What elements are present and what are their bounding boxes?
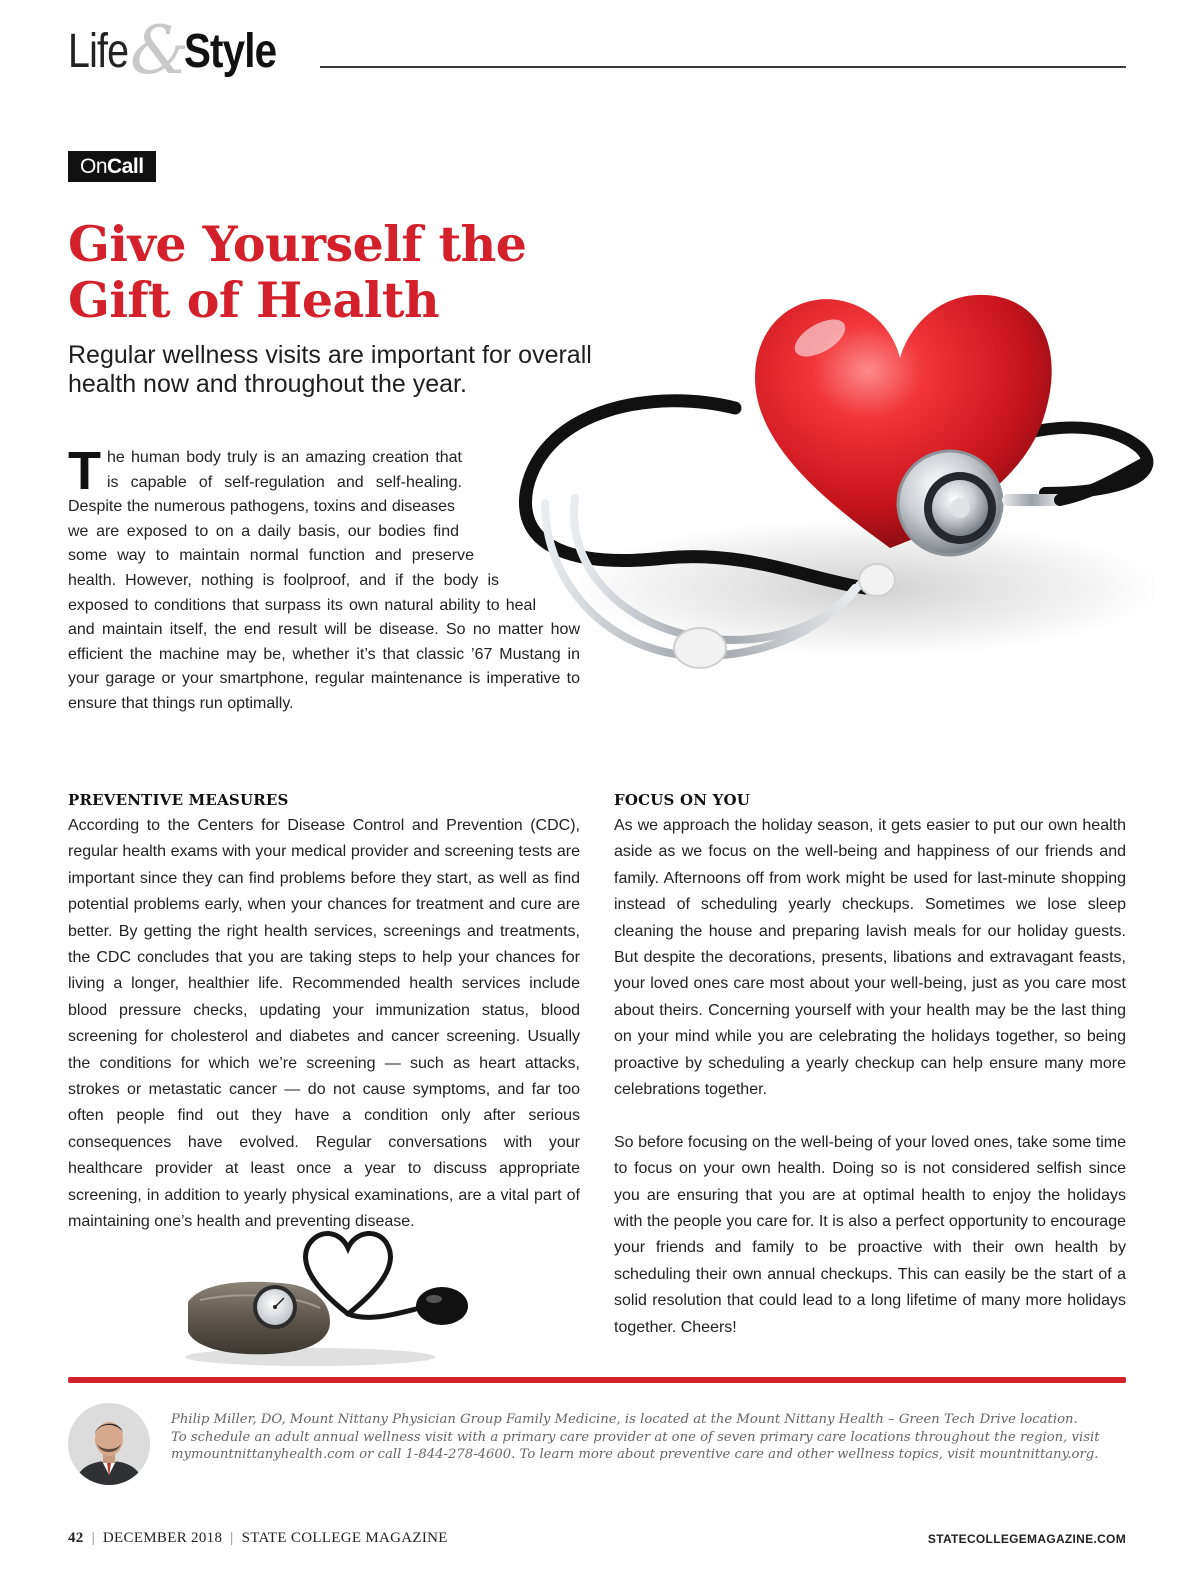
bio-line-2: To schedule an adult annual wellness visit with a primary care provider at one of seven primary care locations throughout the region, visit [171,1429,1100,1445]
magazine-url[interactable]: STATECOLLEGEMAGAZINE.COM [927,1532,1126,1546]
intro-line: he human body truly is an amazing creation that [107,449,462,466]
intro-line: some way to maintain normal function and preserve [68,547,474,565]
magazine-name: STATE COLLEGE MAGAZINE [241,1530,448,1546]
section-logo [68,12,308,89]
intro-line: health. However, nothing is foolproof, and if the body is [68,571,499,589]
bio-line-3: mymountnittanyhealth.com or call 1-844-278-4600. To learn more about preventive care and other wellness topics, visit mountnittany.org. [171,1447,1099,1462]
author-avatar [68,1403,150,1485]
deck-line-1: Regular wellness visits are important for overall [68,341,592,369]
deck-line-2: health now and throughout the year. [68,370,467,398]
department-tag [68,151,156,182]
footer-separator: | [230,1530,234,1546]
intro-line: exposed to conditions that surpass its own natural ability to heal [68,596,536,614]
intro-line: your garage or your smartphone, regular maintenance is imperative to [68,670,580,688]
header-rule [320,66,1126,68]
tag-on: On [80,155,108,178]
drop-cap: T [68,441,101,501]
page-number: 42 [68,1530,84,1546]
page-footer [68,1530,448,1547]
bio-divider [68,1377,1126,1383]
issue-date: DECEMBER 2018 [102,1530,223,1546]
focus-paragraph-2: So before focusing on the well-being of your loved ones, take some time to focus on your own health. Doing so is not considered selfish since you are ensuring that you are at optimal health to enjoy the holidays with the people you care for. It is also a perfect opportunity to encourage your friends and family to be proactive with their own health by scheduling their own annual checkups. This can easily be the start of a solid resolution that could lead to a long lifetime of many more holidays together. Cheers! [614,1133,1126,1336]
focus-paragraph-1: As we approach the holiday season, it gets easier to put our own health aside as we focus on the well-being and happiness of our friends and family. Afternoons off from work might be used for last-minute shopping instead of scheduling yearly checkups. Sometimes we lose sleep cleaning the house and preparing lavish meals for our holiday guests. But despite the decorations, presents, libations and extravagant feasts, your loved ones care most about your well-being, just as you care most about theirs. Concerning yourself with your health may be the last thing on your mind while you are celebrating the holidays together, so being proactive by scheduling a yearly checkup can help ensure many more celebrations together. [614,817,1126,1099]
preventive-heading: PREVENTIVE MEASURES [68,791,289,809]
focus-on-you-section [614,788,1126,1341]
section-word-style: Style [184,25,277,78]
intro-line: we are exposed to on a daily basis, our bodies find [68,522,459,540]
heart-stethoscope-image [505,258,1155,703]
tag-call: Call [107,155,144,178]
intro-line: Despite the numerous pathogens, toxins and diseases [68,498,455,516]
intro-line: ensure that things run optimally. [68,694,294,712]
focus-heading: FOCUS ON YOU [614,791,751,809]
intro-paragraph [68,441,580,717]
intro-line: efficient the machine may be, whether it’s that classic ’67 Mustang in [68,645,580,663]
headline-line-1: Give Yourself the [68,215,527,273]
intro-line: is capable of self-regulation and self-healing. [107,473,462,491]
preventive-body: According to the Centers for Disease Control and Prevention (CDC), regular health exams with your medical provider and screening tests are important since they can find problems before they start, as well as find potential problems early, when your chances for treatment and cure are better. By getting the right health services, screenings and treatments, the CDC concludes that you are taking steps to help your chances for living a longer, healthier life. Recommended health services include blood pressure checks, updating your immunization status, blood screening for cholesterol and diabetes and cancer screening. Usually the conditions for which we’re screening — such as heart attacks, strokes or metastatic cancer — do not cause symptoms, and far too often people find out they have a condition only after serious consequences have evolved. Regular conversations with your healthcare provider at least once a year to discuss appropriate screening, in addition to yearly physical examinations, are a vital part of maintaining one’s health and preventing disease. [68,817,580,1231]
intro-line: and maintain itself, the end result will be disease. So no matter how [68,621,580,639]
author-bio [171,1411,1100,1464]
preventive-measures-section [68,788,580,1236]
footer-separator: | [91,1530,95,1546]
bio-line-1: Philip Miller, DO, Mount Nittany Physician Group Family Medicine, is located at the Mount Nittany Health – Green Tech Drive location. [171,1412,1078,1427]
section-ampersand: & [130,12,189,89]
blood-pressure-cuff-image [180,1222,480,1372]
section-word-life: Life [68,25,129,78]
headline-line-2: Gift of Health [68,271,440,329]
